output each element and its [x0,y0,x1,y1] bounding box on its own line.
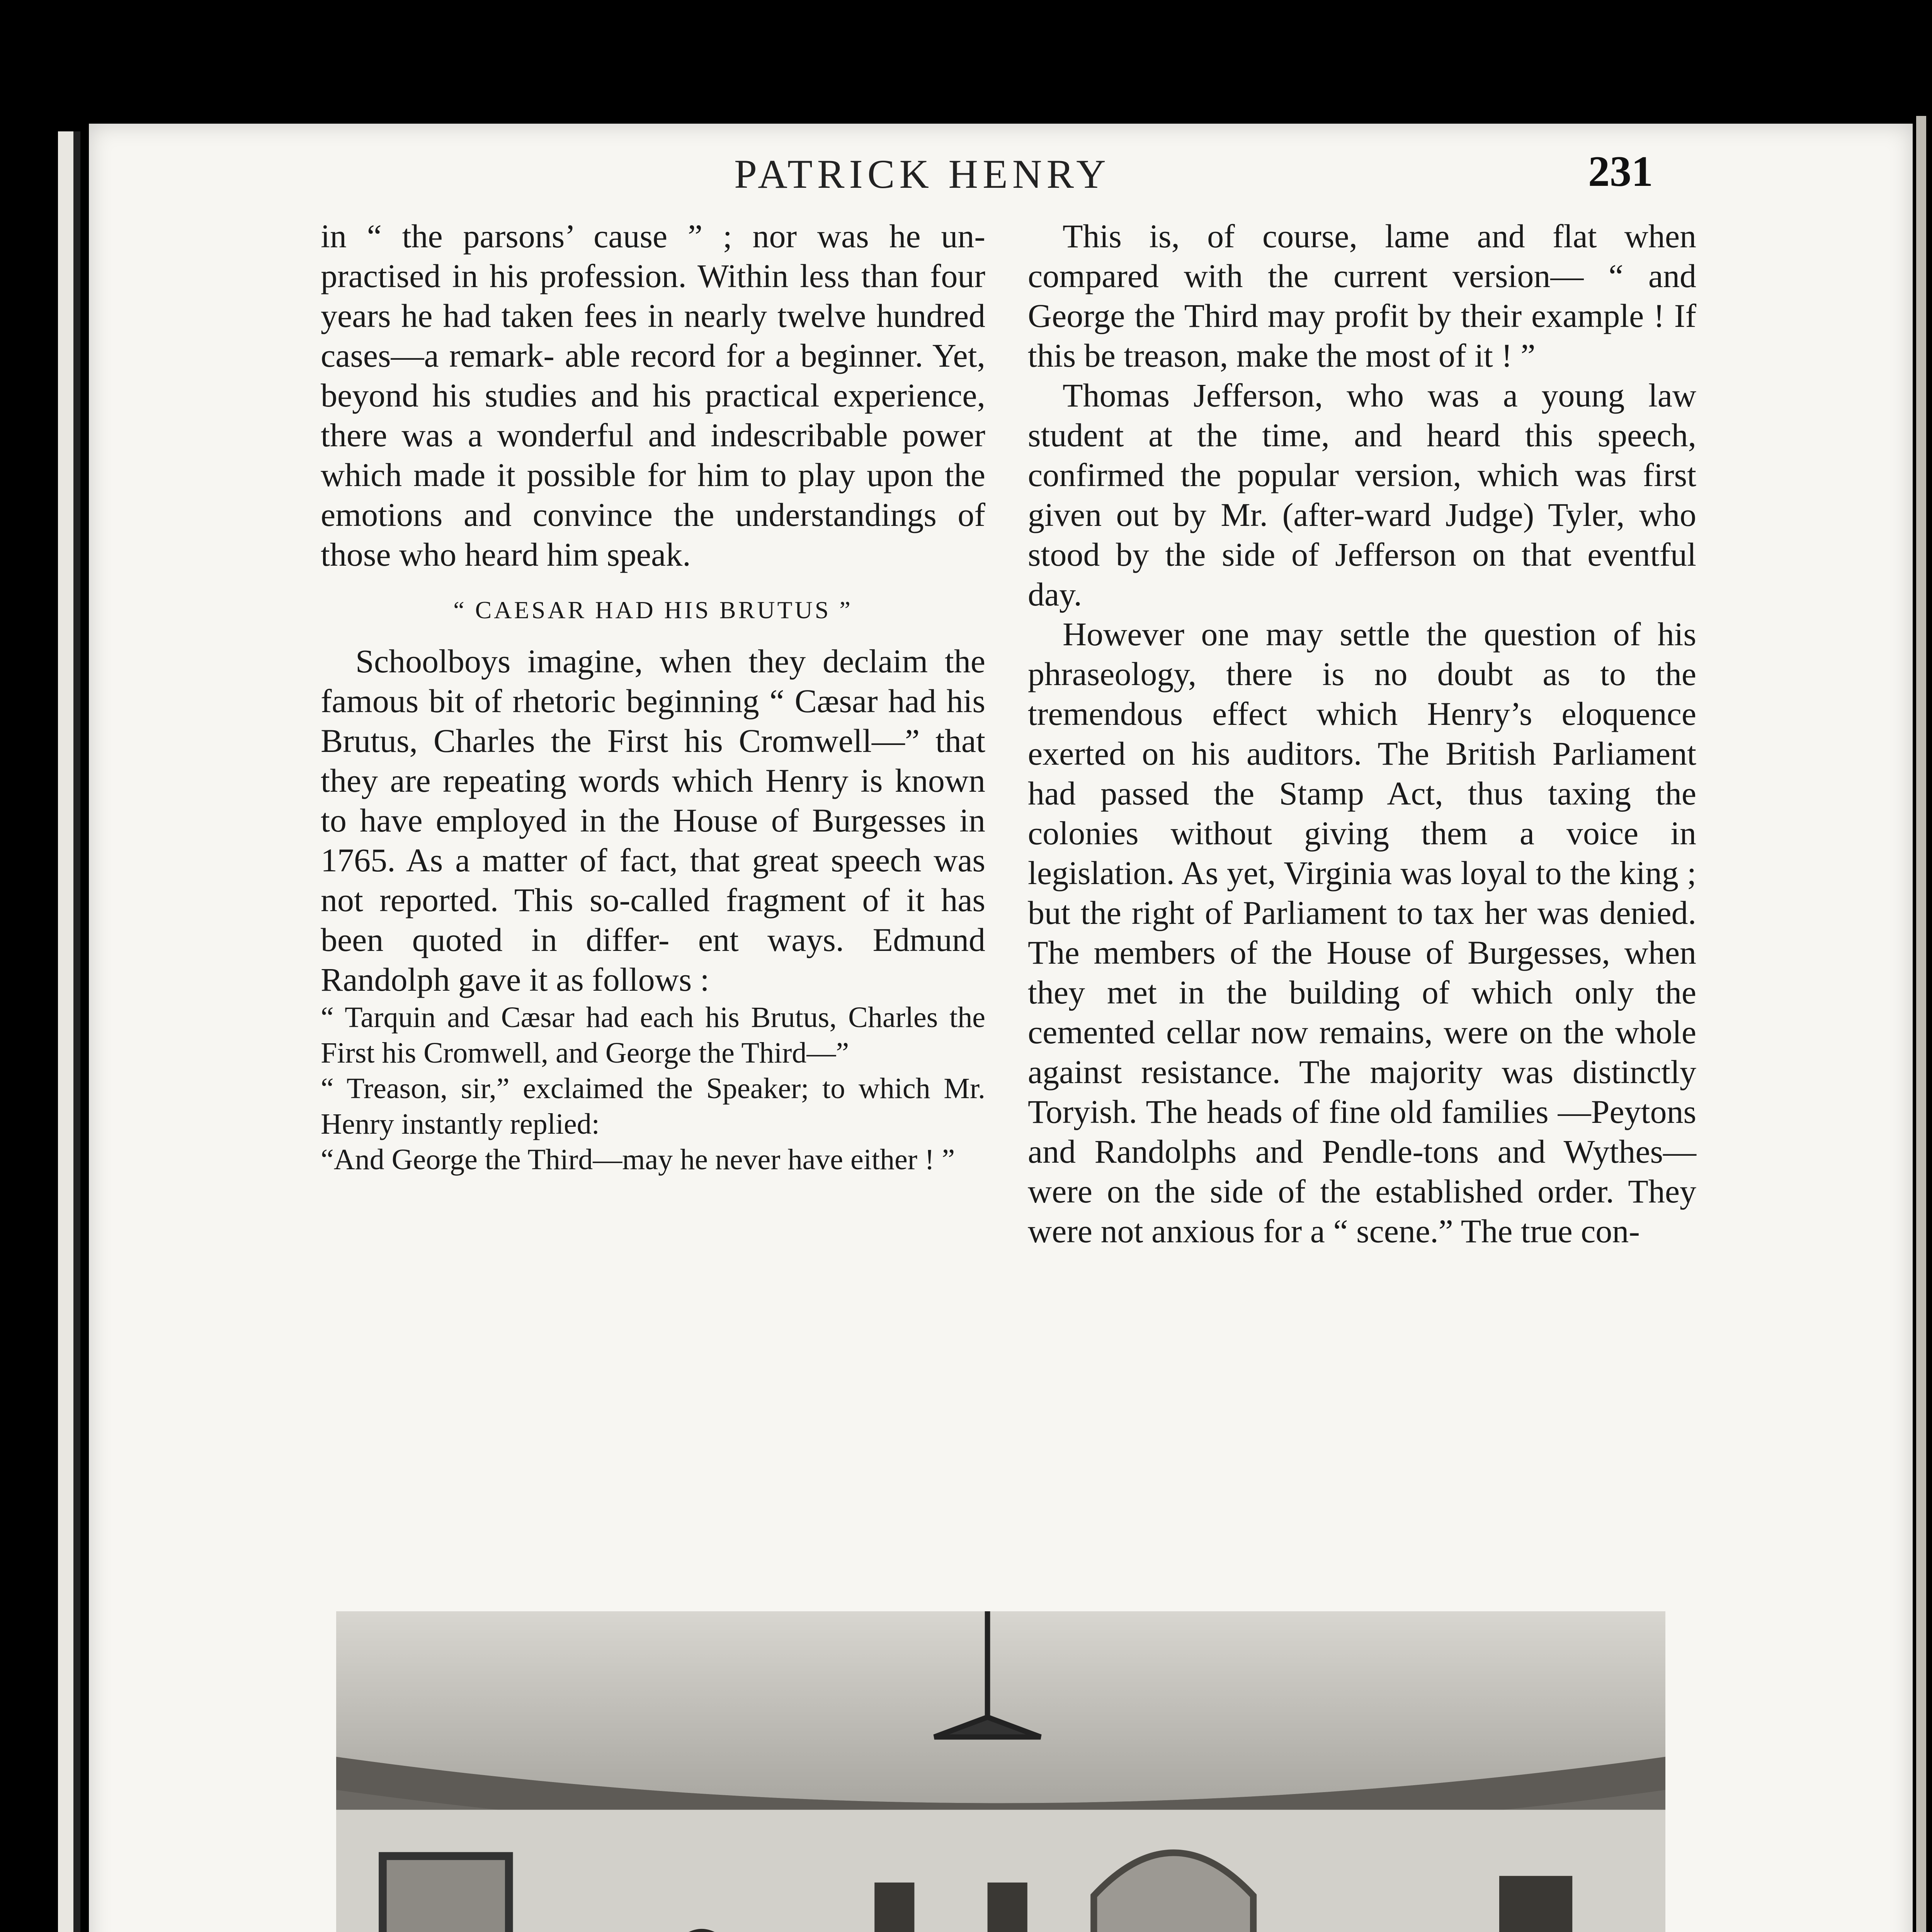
quote-treason: “ Treason, sir,” exclaimed the Speaker; to which Mr. Henry instantly replied: [321,1072,985,1140]
church-interior-photo [336,1611,1665,1932]
church-interior-illustration [336,1611,1665,1932]
quote-george: “And George the Third—may he never have either ! ” [321,1143,955,1176]
quote-tarquin: “ Tarquin and Cæsar had each his Brutus, Charles the First his Cromwell, and George the Third—” [321,1001,985,1069]
running-head: PATRICK HENRY [734,151,1111,197]
left-column [321,216,985,1177]
left-paragraph-2: Schoolboys imagine, when they declaim the famous bit of rhetoric beginning “ Cæsar had his Brutus, Charles the First his Cromwell—” that they are repeating words which Henry is known to have employed in the House of Burgesses in 1765. As a matter of fact, that great speech was not reported. This so-called fragment of it has been quoted in differ- ent ways. Edmund Randolph gave it as follows : [321,643,986,998]
left-paragraph-1: in “ the parsons’ cause ” ; nor was he un- practised in his profession. Within less than four years he had taken fees in nearly twelve hundred cases—a remark- able record for a beginner. Yet, beyond his studies and his practical experience, there was a wonderful and indescribable power which made it possible for him to play upon the emotions and convince the understandings of those who heard him speak. [321,218,986,573]
right-paragraph-1: This is, of course, lame and flat when compared with the current version— “ and George the Third may profit by their example ! If this be treason, make the most of it ! ” [1028,218,1696,374]
binding-edge [58,131,80,1932]
right-column [1028,216,1696,1251]
page-number: 231 [1588,148,1653,196]
right-paragraph-3: However one may settle the question of his phraseology, there is no doubt as to the tremendous effect which Henry’s eloquence exerted on his auditors. The British Parliament had passed the Stamp Act, thus taxing the colonies without giving them a voice in legislation. As yet, Virginia was loyal to the king ; but the right of Parliament to tax her was denied. The members of the House of Burgesses, when they met in the building of which only the cemented cellar now remains, were on the whole against resistance. The majority was distinctly Toryish. The heads of fine old families —Peytons and Randolphs and Pendle-tons and Wythes—were on the side of the established order. They were not anxious for a “ scene.” The true con- [1028,616,1696,1250]
page-edge [1916,116,1926,1932]
right-paragraph-2: Thomas Jefferson, who was a young law student at the time, and heard this speech, confirmed the popular version, which was first given out by Mr. (after-ward Judge) Tyler, who stood by the side of Jefferson on that eventful day. [1028,377,1696,613]
section-subhead: “ CAESAR HAD HIS BRUTUS ” [453,596,853,624]
